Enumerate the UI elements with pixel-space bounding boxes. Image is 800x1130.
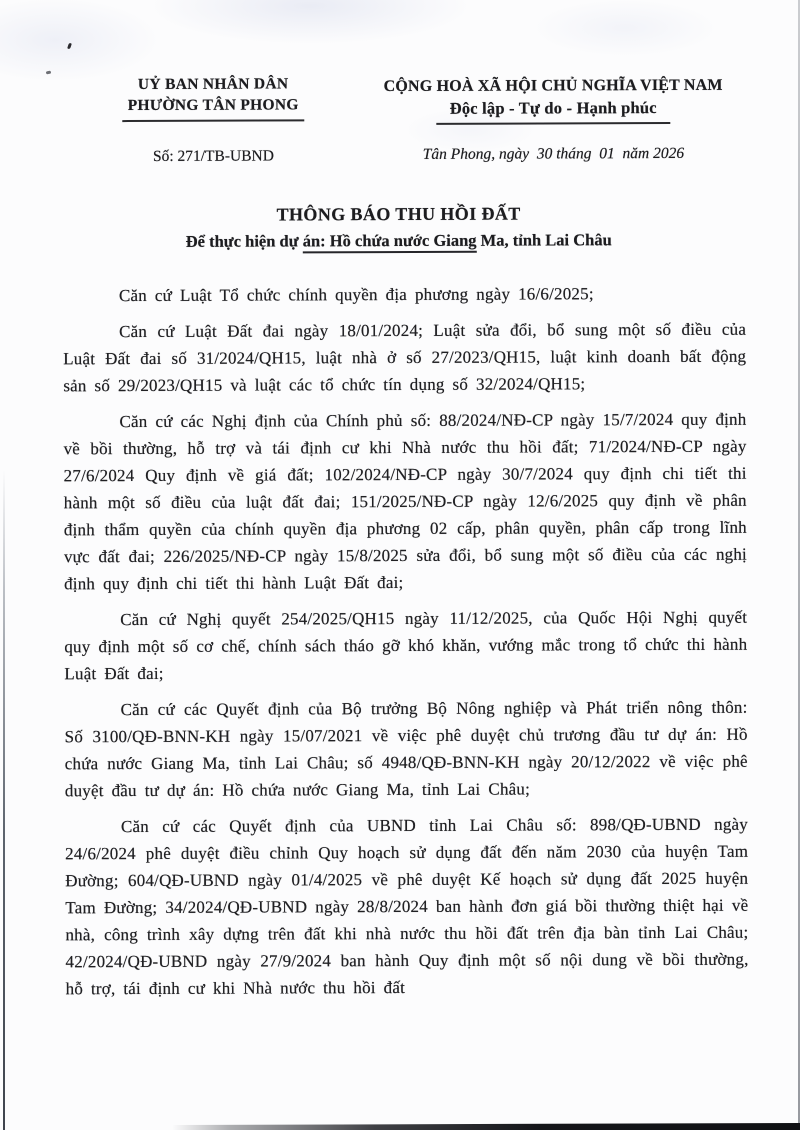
document-title: THÔNG BÁO THU HỒI ĐẤT <box>276 203 521 225</box>
body-paragraph: Căn cứ các Nghị định của Chính phủ số: 88/2024/NĐ-CP ngày 15/7/2024 quy định về bồi thường, hỗ trợ và tái định cư khi Nhà nước thu hồi đất; 71/2024/NĐ-CP ngày 27/6/2024 Quy định về giá đất; 102/2024/NĐ-CP ngày 30/7/2024 quy định chi tiết thi hành một số điều của luật đất đai; 151/2025/NĐ-CP ngày 12/6/2025 quy định về phân định thẩm quyền của chính quyền địa phương 02 cấp, phân quyền, phân cấp trong lĩnh vực đất đai; 226/2025/NĐ-CP ngày 15/8/2025 sửa đổi, bổ sung một số điều của các nghị định quy định chi tiết thi hành Luật Đất đai; <box>63 409 747 594</box>
issuer-underline-rule <box>122 119 304 122</box>
subtitle-suffix: Ma, tỉnh Lai Châu <box>476 230 612 250</box>
scan-left-edge-artifact <box>3 470 5 1130</box>
subtitle-underlined-segment: án: Hồ chứa nước Giang <box>303 231 477 254</box>
body-paragraph: Căn cứ Luật Tổ chức chính quyền địa phương ngày 16/6/2025; <box>118 284 594 306</box>
issuer-locality: PHƯỜNG TÂN PHONG <box>127 96 299 115</box>
body-paragraph: Căn cứ Nghị quyết 254/2025/QH15 ngày 11/12/2025, của Quốc Hội Nghị quyết quy định một số cơ chế, chính sách tháo gỡ khó khăn, vướng mắc trong tổ chức thi hành Luật Đất đai; <box>64 607 748 684</box>
national-header-block <box>336 75 770 126</box>
title-block <box>0 200 799 254</box>
document-number: Số: 271/TB-UBND <box>152 147 274 165</box>
national-title: CỘNG HOÀ XÃ HỘI CHỦ NGHĨA VIỆT NAM <box>383 76 723 96</box>
issuer-name: UỶ BAN NHÂN DÂN <box>137 75 289 94</box>
national-motto: Độc lập - Tự do - Hạnh phúc <box>449 98 657 118</box>
body-paragraph: Căn cứ các Quyết định của Bộ trưởng Bộ Nông nghiệp và Phát triển nông thôn: Số 3100/QĐ-BNN-KH ngày 15/07/2021 về việc phê duyệt chủ trương đầu tư dự án: Hồ chứa nước Giang Ma, tỉnh Lai Châu; số 4948/QĐ-BNN-KH ngày 20/12/2022 về việc phê duyệt đầu tư dự án: Hồ chứa nước Giang Ma, tỉnh Lai Châu; <box>64 697 748 801</box>
document-body <box>63 280 749 1012</box>
body-paragraph: Căn cứ các Quyết định của UBND tỉnh Lai Châu số: 898/QĐ-UBND ngày 24/6/2024 phê duyệt điều chỉnh Quy hoạch sử dụng đất đến năm 2030 của huyện Tam Đường; 604/QĐ-UBND ngày 01/4/2025 về phê duyệt Kế hoạch sử dụng đất 2025 huyện Tam Đường; 34/2024/QĐ-UBND ngày 28/8/2024 ban hành đơn giá bồi thường thiệt hại về nhà, công trình xây dựng trên đất khi nhà nước thu hồi đất trên địa bàn tỉnh Lai Châu; 42/2024/QĐ-UBND ngày 27/9/2024 ban hành Quy định một số nội dung về bồi thường, hỗ trợ, tái định cư khi Nhà nước thu hồi đất <box>65 814 749 999</box>
place-date-line: Tân Phong, ngày 30 tháng 01 năm 2026 <box>422 144 685 163</box>
scan-bottom-bar-artifact <box>172 1123 800 1130</box>
document-subtitle <box>0 226 799 254</box>
body-paragraph: Căn cứ Luật Đất đai ngày 18/01/2024; Luật sửa đổi, bổ sung một số điều của Luật Đất đai số 31/2024/QH15, luật nhà ở số 27/2023/QH15, luật kinh doanh bất động sản số 29/2023/QH15 và luật các tổ chức tín dụng số 32/2024/QH15; <box>63 319 747 396</box>
issuer-block <box>86 73 340 122</box>
motto-underline-rule <box>436 122 670 125</box>
subtitle-prefix: Để thực hiện dự <box>185 231 303 251</box>
